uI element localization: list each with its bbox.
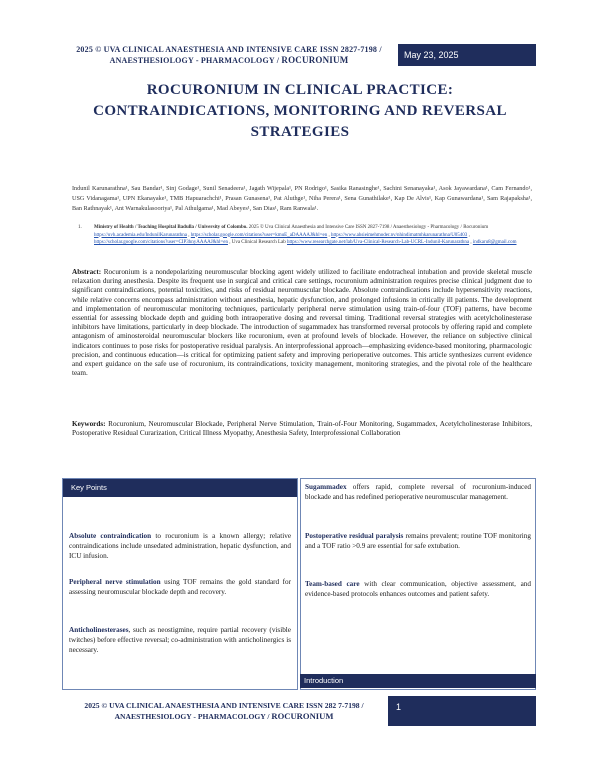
journal-header <box>62 44 396 66</box>
key-point-text: to rocuronium is a known allergy; relative contraindications include unsedated administration, hepatic dysfunction, and ICU infusion. <box>69 532 292 560</box>
page-number: 1 <box>388 696 536 726</box>
right-points-box <box>300 478 536 690</box>
scholar-link-2[interactable]: https://scholar.google.com/citations?user=CIP3hnyAAAAJ&hl=en <box>94 240 228 245</box>
key-point-text: , such as neostigmine, require partial recovery (visible twitches) before effective reversal; co-administration with anticholinergics is necessary. <box>69 626 291 654</box>
abstract-text: Rocuronium is a nondepolarizing neuromuscular blocking agent widely utilized to facilitate endotracheal intubation and provide skeletal muscle relaxation during anesthesia. Despite its frequent use in surgical and critical care settings, rocuronium administration requires precise clinical judgment due to significant contraindications, potential toxicities, and risks of residual neuromuscular blockade. Absolute contraindications include hypersensitivity reactions, while relative concerns encompass administration without anesthesia, hepatic dysfunction, and prolonged infusions in critically ill patients. The development and implementation of neuromuscular monitoring techniques, particularly peripheral nerve stimulation using train-of-four (TOF) patterns, have become essential for assessing blockade depth and guiding both intraoperative dosing and reversal timing. Traditional reversal strategies with acetylcholinesterase inhibitors have limitations, particularly in deep blockade. The introduction of sugammadex has transformed reversal protocols by offering rapid and complete antagonism of aminosteroidal neuromuscular blockers like rocuronium, even at profound levels of blockade. However, the reliance on subjective clinical indicators continues to pose risks for postoperative residual paralysis. An interprofessional approach—emphasizing evidence-based monitoring, pharmacologic precision, and continuous education—is critical for optimizing patient safety and improving perioperative outcomes. This article synthesizes current evidence and expert guidance on the safe use of rocuronium, its contraindications, toxicity management, monitoring strategies, and the pivotal role of the healthcare team. <box>72 268 533 378</box>
key-point-lead: Absolute contraindication <box>69 532 152 540</box>
right-point-item <box>305 531 531 551</box>
abstract <box>72 268 532 378</box>
abstract-label: Abstract: <box>72 268 102 276</box>
profile-link[interactable]: https://www.ahsieimehmoder.nv/nhindimatmhkarunarathna/U05403 <box>330 232 468 238</box>
key-point-item <box>69 625 291 655</box>
key-point-lead: Peripheral nerve stimulation <box>69 578 161 586</box>
key-points-box <box>62 478 298 690</box>
publication-date: May 23, 2025 <box>398 44 536 66</box>
affiliation-org: Ministry of Health / Teaching Hospital Badulla / University of Colombo. <box>94 225 248 230</box>
keywords <box>72 420 532 438</box>
researchgate-link[interactable]: https://www.researchgate.net/lab/Uva-Clinical-Research-Lab-UCRL-Indunil-Karunarathna <box>286 240 470 245</box>
footer-line-2: ANAESTHESIOLOGY - PHARMACOLOGY / <box>114 712 272 721</box>
affiliation-text: Ministry of Health / Teaching Hospital Badulla / University of Colombo. 2025 © Uva Clinical Anaesthesia and Intensive Care ISSN 2827-7198 / Anaesthesiology - Pharmacology / Rocuronium https://uvh.academia.edu/IndunilKarunarathna , https://scholar.google.com/citations?user=kmuE_aDAAAAJ&hl=en , https://www.ahsieimehmoder.nv/nhindimatmhkarunarathna/U05403 , https://scholar.google.com/citations?user=CIP3hnyAAAAJ&hl=en , Uva Clinical Research Lab https://www.researchgate.net/lab/Uva-Clinical-Research-Lab-UCRL-Indunil-Karunarathna , indkaru8@gmail.com <box>94 225 517 245</box>
right-point-lead: Sugammadex <box>305 483 347 491</box>
right-point-item <box>305 579 531 599</box>
article-title: ROCURONIUM IN CLINICAL PRACTICE: CONTRAINDICATIONS, MONITORING AND REVERSAL STRATEGIES <box>93 82 507 140</box>
right-point-lead: Postoperative residual paralysis <box>305 532 404 540</box>
right-point-text: offers rapid, complete reversal of rocuronium-induced blockade and has redefined perioperative neuromuscular management. <box>305 483 531 501</box>
right-point-text: with clear communication, objective assessment, and evidence-based protocols enhances outcomes and patient safety. <box>305 580 531 598</box>
key-point-lead: Anticholinesterases <box>69 626 129 634</box>
keywords-text: Rocuronium, Neuromuscular Blockade, Peripheral Nerve Stimulation, Train-of-Four Monitoring, Sugammadex, Acetylcholinesterase Inhibitors, Postoperative Residual Curarization, Critical Illness Myopathy, Anesthesia Safety, Interprofessional Collaboration <box>72 420 532 438</box>
right-point-item <box>305 482 531 502</box>
right-point-lead: Team-based care <box>305 580 360 588</box>
affiliation-number: 1. <box>78 225 82 230</box>
right-point-text: remains prevalent; routine TOF monitoring and a TOF ratio >0.9 are essential for safe extubation. <box>305 532 531 550</box>
author-list: Indunil Karunarathna¹, Sau Bandar¹, Sinj Godage¹, Sunil Senadeera¹, Jagath Wijepala¹, PN Rodrigo¹, Sasika Ranasinghe¹, Sachini Senanayaka¹, Asok Jayawardana¹, Cam Fernando¹, USG Vidanagama¹, UPN Ekanayake¹, TMB Hapuarachchi¹, Prasan Gunasena¹, Pat Aluthge¹, Niha Perera¹, Sena Gunathilake¹, Kap De Alvis¹, Kap Gunawardana¹, Sam Rajapaksha¹, Ban Rathnayak¹, Ant Warnakulasooriya¹, Pal Athulgama¹, Mad Abeyes¹, San Dias¹, Ram Ranwala¹. <box>72 185 532 212</box>
key-point-text: using TOF remains the gold standard for assessing neuromuscular blockade depth and recovery. <box>69 578 291 596</box>
email-link[interactable]: indkaru8@gmail.com <box>472 240 517 245</box>
keywords-label: Keywords: <box>72 420 106 428</box>
footer-topic: ROCURONIUM <box>271 711 334 721</box>
page-header <box>62 44 536 66</box>
journal-line-2: ANAESTHESIOLOGY - PHARMACOLOGY / <box>109 56 282 65</box>
key-points-heading: Key Points <box>63 479 297 497</box>
key-point-item <box>69 577 291 597</box>
journal-line-1: 2025 © UVA CLINICAL ANAESTHESIA AND INTENSIVE CARE ISSN 2827-7198 / <box>76 45 382 54</box>
key-point-item <box>69 531 291 561</box>
footer-journal <box>62 700 386 722</box>
footer-line-1: 2025 © UVA CLINICAL ANAESTHESIA AND INTENSIVE CARE ISSN 282 7-7198 / <box>84 701 364 710</box>
introduction-heading: Introduction <box>300 674 536 688</box>
scholar-link-1[interactable]: https://scholar.google.com/citations?user=kmuE_aDAAAAJ&hl=en <box>190 232 328 238</box>
lab-name: Uva Clinical Research Lab <box>231 240 286 245</box>
affiliation <box>78 224 530 247</box>
affiliation-journal: 2025 © Uva Clinical Anaesthesia and Intensive Care ISSN 2827-7198 / Anaesthesiology - Pharmacology / Rocuronium <box>248 225 489 230</box>
academia-link[interactable]: https://uvh.academia.edu/IndunilKarunarathna <box>94 232 188 238</box>
page-footer <box>62 696 536 726</box>
journal-topic: ROCURONIUM <box>281 55 349 65</box>
